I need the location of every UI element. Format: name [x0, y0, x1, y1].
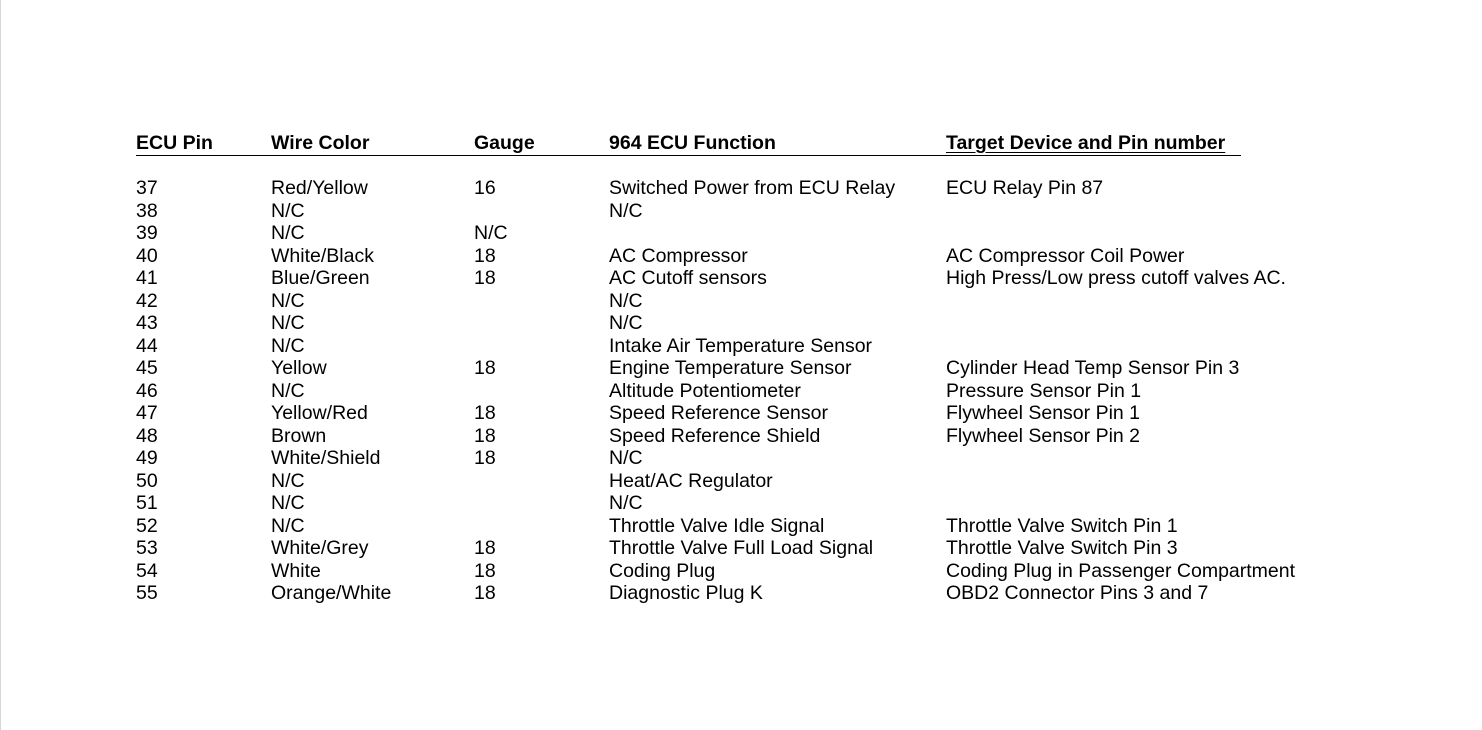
- cell-ecu-pin: 49: [136, 447, 158, 469]
- cell-ecu-function: Coding Plug: [609, 559, 716, 582]
- table-row: [136, 515, 1376, 538]
- table-row: [136, 312, 1376, 335]
- table-row: [136, 425, 1376, 448]
- cell-ecu-function: N/C: [609, 199, 643, 222]
- cell-wire-color: Red/Yellow: [271, 177, 368, 199]
- cell-ecu-function: Diagnostic Plug K: [609, 582, 763, 604]
- cell-wire-color: Blue/Green: [271, 267, 370, 289]
- table-row: [136, 582, 1376, 605]
- cell-target-device: High Press/Low press cutoff valves AC.: [946, 267, 1286, 289]
- cell-target-device: Throttle Valve Switch Pin 1: [946, 514, 1178, 537]
- cell-ecu-pin: 54: [136, 559, 158, 582]
- table-body: [136, 177, 1376, 605]
- cell-target-device: Flywheel Sensor Pin 2: [946, 424, 1141, 447]
- cell-target-device: AC Compressor Coil Power: [946, 244, 1185, 267]
- cell-ecu-function: Throttle Valve Full Load Signal: [609, 537, 874, 559]
- cell-gauge: 18: [474, 424, 496, 447]
- header-ecu-function: 964 ECU Function: [609, 132, 776, 154]
- cell-ecu-pin: 38: [136, 199, 158, 222]
- cell-ecu-function: Intake Air Temperature Sensor: [609, 334, 873, 357]
- cell-target-device: ECU Relay Pin 87: [946, 177, 1104, 199]
- cell-ecu-function: AC Cutoff sensors: [609, 267, 767, 289]
- table-row: [136, 357, 1376, 380]
- table-row: [136, 177, 1376, 200]
- cell-ecu-pin: 51: [136, 492, 158, 514]
- page-edge: [0, 0, 1, 730]
- table-row: [136, 335, 1376, 358]
- header-gauge: Gauge: [474, 132, 535, 154]
- table-row: [136, 200, 1376, 223]
- ecu-pinout-table: [136, 131, 1376, 604]
- cell-wire-color: N/C: [271, 469, 305, 492]
- cell-ecu-pin: 52: [136, 514, 158, 537]
- cell-gauge: 18: [474, 357, 496, 379]
- cell-wire-color: White/Black: [271, 244, 374, 267]
- cell-ecu-pin: 39: [136, 222, 158, 244]
- cell-target-device: Coding Plug in Passenger Compartment: [946, 559, 1296, 582]
- cell-target-device: Pressure Sensor Pin 1: [946, 379, 1142, 402]
- cell-ecu-function: Speed Reference Shield: [609, 424, 821, 447]
- cell-ecu-pin: 40: [136, 244, 158, 267]
- cell-ecu-function: N/C: [609, 312, 643, 334]
- header-ecu-pin: ECU Pin: [136, 132, 213, 154]
- cell-ecu-pin: 45: [136, 357, 158, 379]
- table-row: [136, 267, 1376, 290]
- cell-ecu-function: N/C: [609, 289, 643, 312]
- cell-gauge: 18: [474, 582, 496, 604]
- table-row: [136, 290, 1376, 313]
- table-row: [136, 222, 1376, 245]
- cell-target-device: Flywheel Sensor Pin 1: [946, 402, 1141, 424]
- cell-gauge: 18: [474, 267, 496, 289]
- cell-wire-color: White/Grey: [271, 537, 369, 559]
- cell-ecu-function: AC Compressor: [609, 244, 748, 267]
- table-row: [136, 470, 1376, 493]
- cell-wire-color: White/Shield: [271, 447, 381, 469]
- cell-target-device: Throttle Valve Switch Pin 3: [946, 537, 1178, 559]
- cell-gauge: 18: [474, 559, 496, 582]
- table-row: [136, 402, 1376, 425]
- cell-ecu-function: Throttle Valve Idle Signal: [609, 514, 825, 537]
- cell-ecu-pin: 37: [136, 177, 158, 199]
- cell-ecu-pin: 50: [136, 469, 158, 492]
- table-header-row: [136, 131, 1241, 156]
- cell-wire-color: Yellow: [271, 357, 327, 379]
- cell-ecu-pin: 48: [136, 424, 158, 447]
- cell-target-device: Cylinder Head Temp Sensor Pin 3: [946, 357, 1240, 379]
- cell-ecu-pin: 46: [136, 379, 158, 402]
- table-row: [136, 560, 1376, 583]
- cell-wire-color: N/C: [271, 312, 305, 334]
- cell-ecu-pin: 42: [136, 289, 158, 312]
- table-row: [136, 492, 1376, 515]
- cell-wire-color: Yellow/Red: [271, 402, 368, 424]
- cell-wire-color: Orange/White: [271, 582, 392, 604]
- cell-ecu-function: Engine Temperature Sensor: [609, 357, 852, 379]
- cell-ecu-function: N/C: [609, 447, 643, 469]
- cell-ecu-function: Speed Reference Sensor: [609, 402, 828, 424]
- cell-wire-color: N/C: [271, 334, 305, 357]
- header-target-device: Target Device and Pin number: [946, 132, 1226, 154]
- cell-ecu-function: N/C: [609, 492, 643, 514]
- table-row: [136, 447, 1376, 470]
- cell-wire-color: N/C: [271, 492, 305, 514]
- cell-ecu-function: Switched Power from ECU Relay: [609, 177, 896, 199]
- header-wire-color: Wire Color: [271, 132, 370, 154]
- cell-gauge: 18: [474, 244, 496, 267]
- cell-ecu-pin: 44: [136, 334, 158, 357]
- cell-wire-color: N/C: [271, 289, 305, 312]
- cell-wire-color: White: [271, 559, 321, 582]
- cell-wire-color: N/C: [271, 199, 305, 222]
- cell-target-device: OBD2 Connector Pins 3 and 7: [946, 582, 1209, 604]
- cell-gauge: N/C: [474, 222, 508, 244]
- cell-ecu-pin: 43: [136, 312, 158, 334]
- cell-gauge: 16: [474, 177, 496, 199]
- cell-gauge: 18: [474, 537, 496, 559]
- cell-gauge: 18: [474, 447, 496, 469]
- cell-wire-color: Brown: [271, 424, 327, 447]
- cell-ecu-function: Heat/AC Regulator: [609, 469, 773, 492]
- cell-ecu-pin: 53: [136, 537, 158, 559]
- cell-wire-color: N/C: [271, 514, 305, 537]
- cell-wire-color: N/C: [271, 379, 305, 402]
- cell-ecu-pin: 41: [136, 267, 158, 289]
- cell-ecu-pin: 55: [136, 582, 158, 604]
- table-row: [136, 380, 1376, 403]
- table-row: [136, 537, 1376, 560]
- table-row: [136, 245, 1376, 268]
- cell-gauge: 18: [474, 402, 496, 424]
- cell-wire-color: N/C: [271, 222, 305, 244]
- cell-ecu-pin: 47: [136, 402, 158, 424]
- cell-ecu-function: Altitude Potentiometer: [609, 379, 801, 402]
